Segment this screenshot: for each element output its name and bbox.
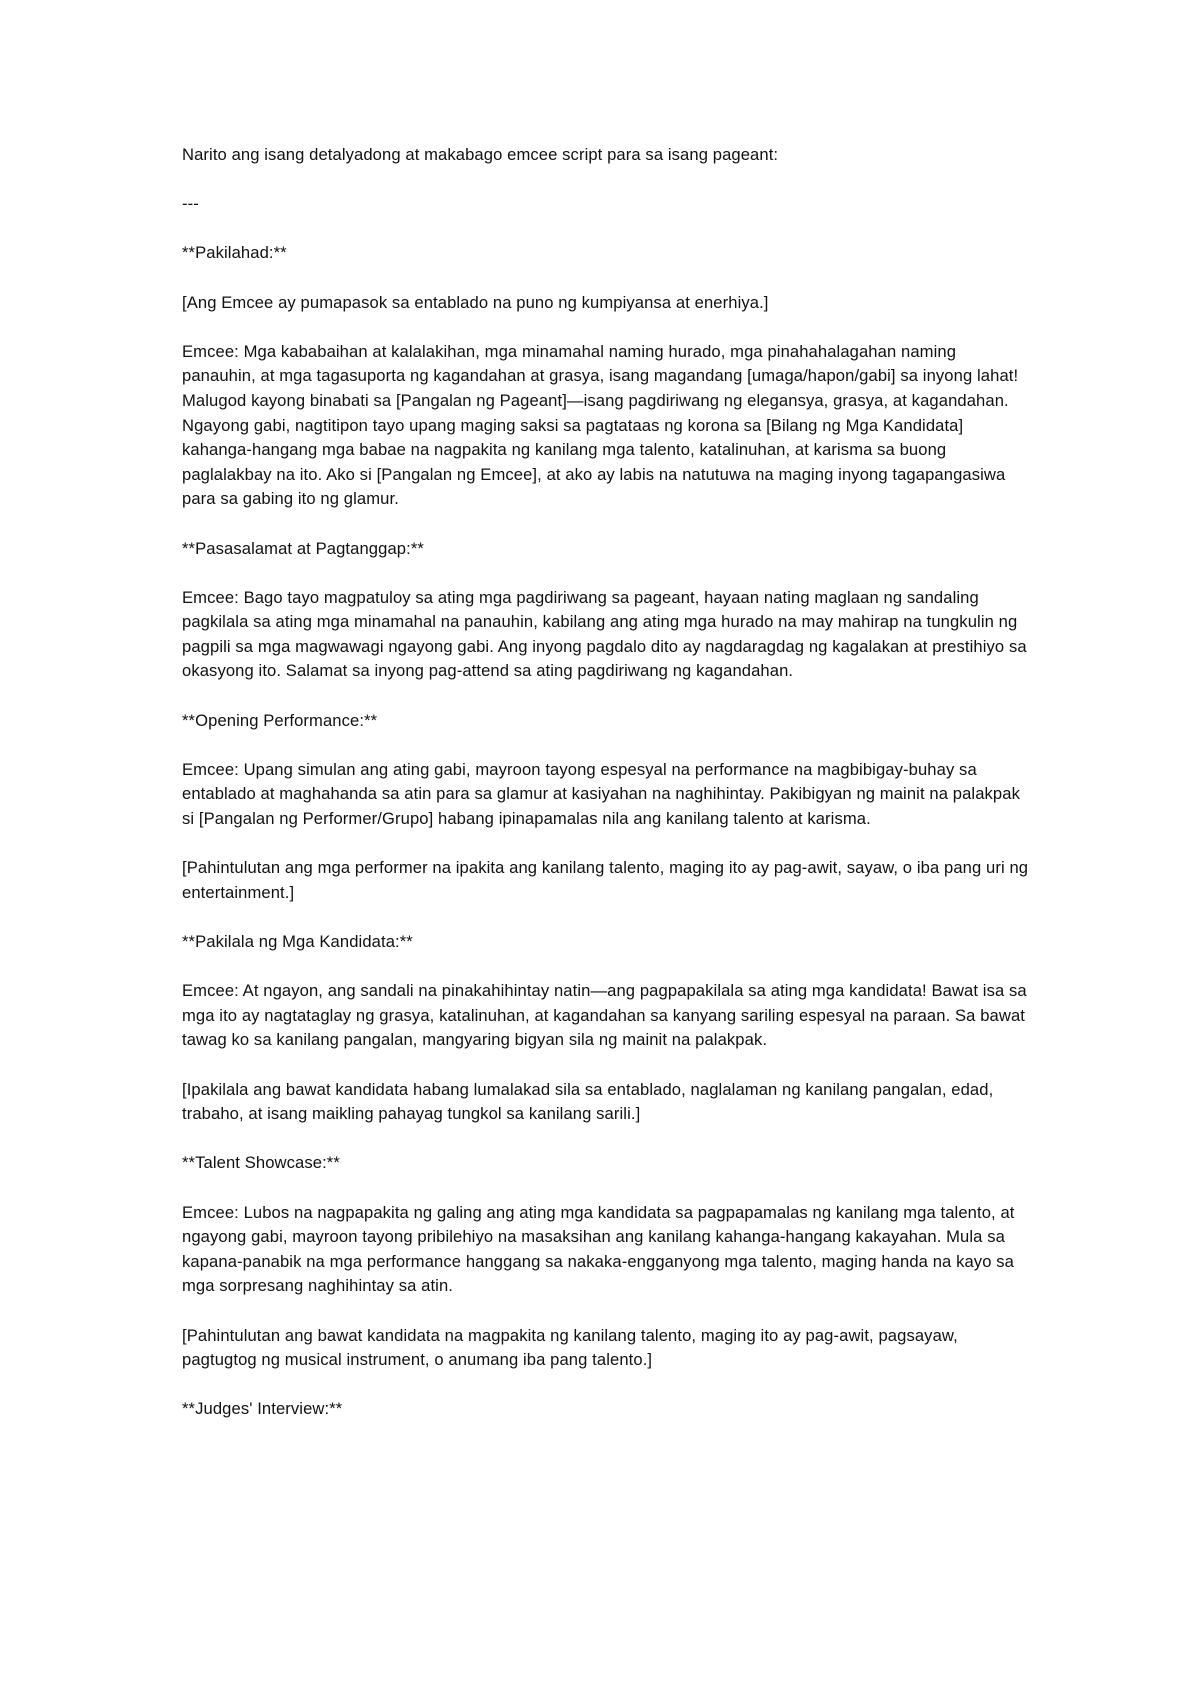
emcee-paragraph: Emcee: Mga kababaihan at kalalakihan, mga minamahal naming hurado, mga pinahahalagahan naming panauhin, at mga tagasuporta ng kagandahan at grasya, isang magandang [umaga/hapon/gabi] sa inyong lahat! Malugod kayong binabati sa [Pangalan ng Pageant]—isang pagdiriwang ng elegansya, grasya, at kagandahan. Ngayong gabi, nagtitipon tayo upang maging saksi sa pagtataas ng korona sa [Bilang ng Mga Kandidata] kahanga-hangang mga babae na nagpakita ng kanilang mga talento, katalinuhan, at karisma sa buong paglalakbay na ito. Ako si [Pangalan ng Emcee], at ako ay labis na natutuwa na maging inyong tagapangasiwa para sa gabing ito ng glamur. — [182, 341, 1019, 509]
section-heading-pakilala: **Pakilala ng Mga Kandidata:** — [182, 932, 413, 951]
stage-direction: [Pahintulutan ang mga performer na ipakita ang kanilang talento, maging ito ay pag-awit, sayaw, o iba pang uri ng entertainment.] — [182, 858, 1029, 902]
emcee-paragraph: Emcee: At ngayon, ang sandali na pinakahihintay natin—ang pagpapakilala sa ating mga kandidata! Bawat isa sa mga ito ay nagtataglay ng grasya, katalinuhan, at kagandahan sa kanyang sariling espesyal na paraan. Sa bawat tawag ko sa kanilang pangalan, mangyaring bigyan sila ng mainit na palakpak. — [182, 981, 1027, 1050]
stage-direction: [Ang Emcee ay pumapasok sa entablado na puno ng kumpiyansa at enerhiya.] — [182, 292, 769, 312]
document-body — [182, 143, 1032, 1446]
separator-line: --- — [182, 194, 199, 214]
section-heading-opening-performance: **Opening Performance:** — [182, 710, 378, 730]
emcee-paragraph: Emcee: Upang simulan ang ating gabi, mayroon tayong espesyal na performance na magbibigay-buhay sa entablado at maghahanda sa atin para sa glamur at kasiyahan na naghihintay. Pakibigyan ng mainit na palakpak si [Pangalan ng Performer/Grupo] habang ipinapamalas nila ang kanilang talento at karisma. — [182, 759, 1020, 829]
section-heading-judges-interview: **Judges' Interview:** — [182, 1399, 343, 1419]
emcee-paragraph: Emcee: Lubos na nagpapakita ng galing ang ating mga kandidata sa pagpapamalas ng kanilang mga talento, at ngayong gabi, mayroon tayong pribilehiyo na masaksihan ang kanilang kahanga-hangang kakayahan. Mula sa kapana-panabik na mga performance hanggang sa nakaka-engganyong mga talento, maging handa na kayo sa mga sorpresang naghihintay sa atin. — [182, 1202, 1015, 1296]
emcee-paragraph: Emcee: Bago tayo magpatuloy sa ating mga pagdiriwang sa pageant, hayaan nating maglaan ng sandaling pagkilala sa ating mga minamahal na panauhin, kabilang ang ating mga hurado na may mahirap na tungkulin ng pagpili sa mga magwawagi ngayong gabi. Ang inyong pagdalo dito ay nagdaragdag ng kagalakan at prestihiyo sa okasyong ito. Salamat sa inyong pag-attend sa ating pagdiriwang ng kagandahan. — [182, 587, 1027, 681]
section-heading-pakilahad: **Pakilahad:** — [182, 243, 287, 263]
intro-line: Narito ang isang detalyadong at makabago emcee script para sa isang pageant: — [182, 145, 779, 164]
section-heading-pasasalamat: **Pasasalamat at Pagtanggap:** — [182, 538, 424, 558]
stage-direction: [Pahintulutan ang bawat kandidata na magpakita ng kanilang talento, maging ito ay pag-awit, pagsayaw, pagtugtog ng musical instrument, o anumang iba pang talento.] — [182, 1325, 958, 1370]
section-heading-talent-showcase: **Talent Showcase:** — [182, 1153, 340, 1173]
stage-direction: [Ipakilala ang bawat kandidata habang lumalakad sila sa entablado, naglalaman ng kanilang pangalan, edad, trabaho, at isang maikling pahayag tungkol sa kanilang sarili.] — [182, 1079, 994, 1124]
